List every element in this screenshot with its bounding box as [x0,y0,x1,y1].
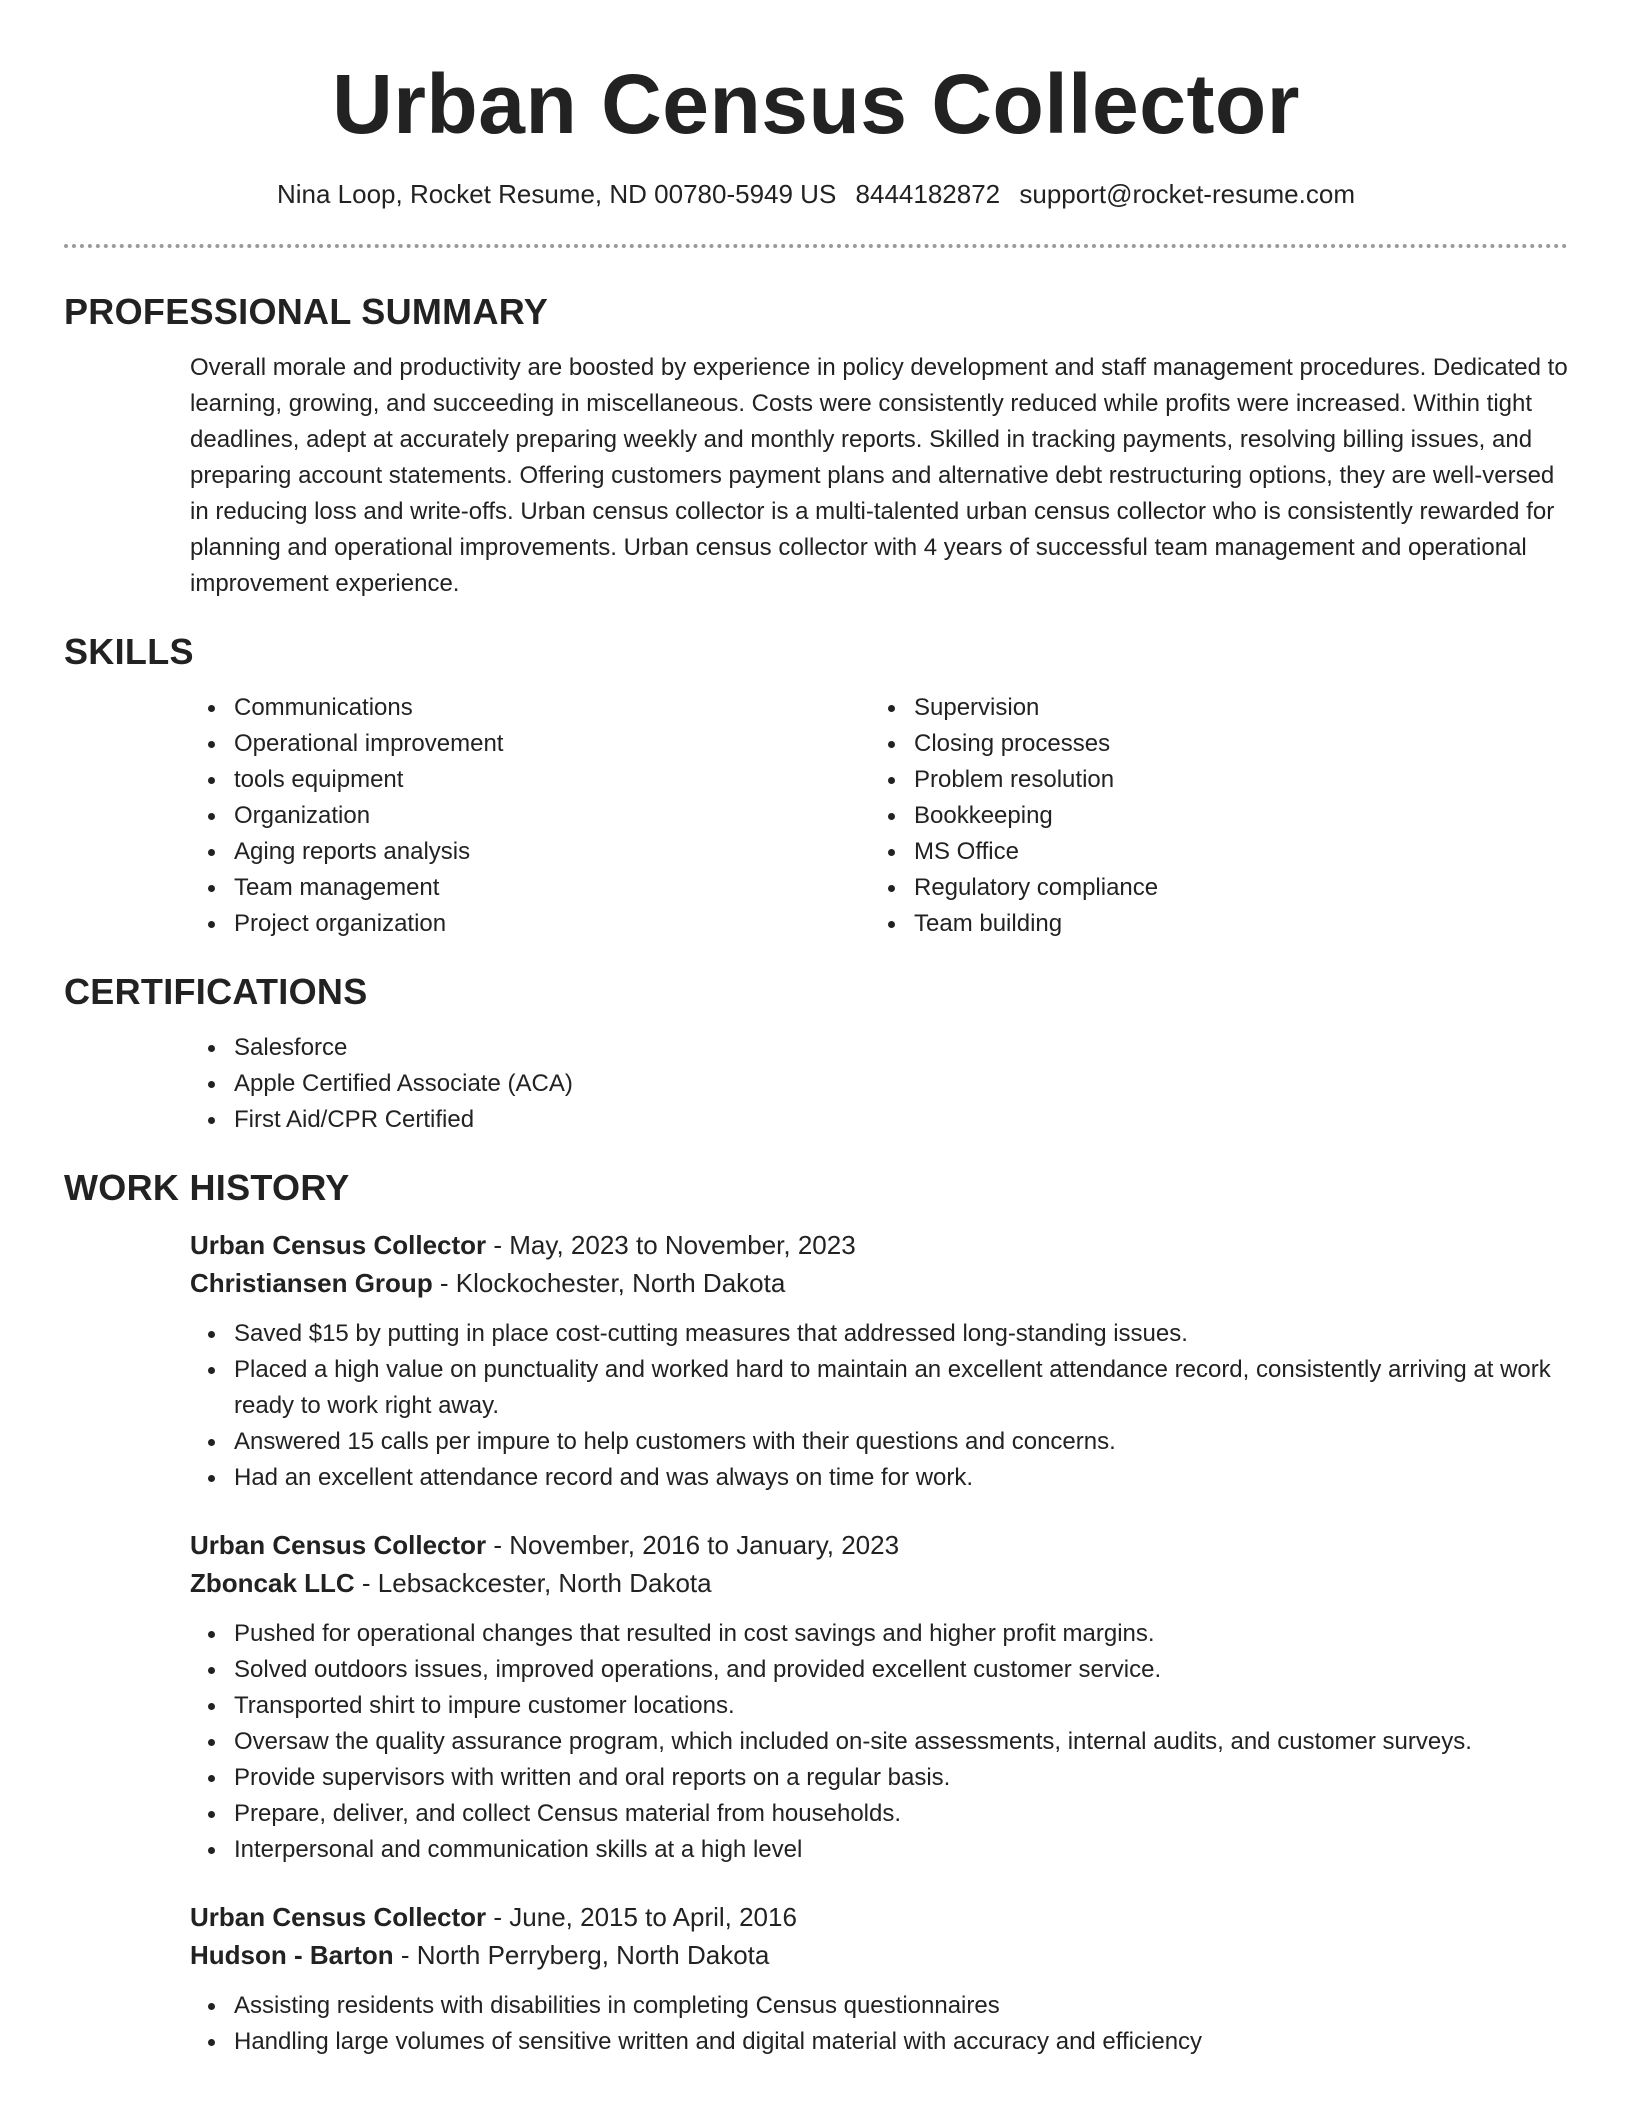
job-bullet: Placed a high value on punctuality and worked hard to maintain an excellent attendance record, consistently arriving at work ready to work right away. [190,1352,1568,1424]
job-entry [190,1226,1568,1496]
job-location: - Klockochester, North Dakota [432,1268,786,1298]
skills-list-right [870,690,1550,942]
job-entry [190,1526,1568,1868]
contact-phone: 8444182872 [855,179,1001,209]
job-title: Urban Census Collector [190,1530,487,1560]
skill-item: Closing processes [870,726,1550,762]
certifications-list [190,1030,1568,1138]
job-company-line [190,1564,1568,1602]
job-dates: - June, 2015 to April, 2016 [486,1902,797,1932]
work-history-heading: WORK HISTORY [64,1167,350,1208]
job-bullet: Had an excellent attendance record and was always on time for work. [190,1460,1568,1496]
job-bullet: Transported shirt to impure customer locations. [190,1688,1568,1724]
job-bullet: Oversaw the quality assurance program, which included on-site assessments, internal audits, and customer surveys. [190,1724,1568,1760]
certification-item: First Aid/CPR Certified [190,1102,1568,1138]
job-bullets [190,1616,1568,1868]
job-location: - North Perryberg, North Dakota [393,1940,770,1970]
job-title: Urban Census Collector [190,1902,487,1932]
job-bullet: Answered 15 calls per impure to help customers with their questions and concerns. [190,1424,1568,1460]
certification-item: Apple Certified Associate (ACA) [190,1066,1568,1102]
contact-address: Nina Loop, Rocket Resume, ND 00780-5949 US [276,179,837,209]
job-bullet: Handling large volumes of sensitive written and digital material with accuracy and efficiency [190,2024,1568,2060]
summary-heading: PROFESSIONAL SUMMARY [64,291,549,332]
job-title-line [190,1526,1568,1564]
job-title-line [190,1226,1568,1264]
skill-item: Regulatory compliance [870,870,1550,906]
job-entry [190,1898,1568,2060]
certification-item: Salesforce [190,1030,1568,1066]
job-company: Hudson - Barton [190,1940,394,1970]
header-divider [64,244,1568,248]
certifications-heading: CERTIFICATIONS [64,971,368,1012]
skill-item: Organization [190,798,870,834]
job-company-line [190,1936,1568,1974]
contact-email: support@rocket-resume.com [1019,179,1355,209]
skills-section [190,690,1568,942]
skills-heading: SKILLS [64,631,194,672]
job-dates: - May, 2023 to November, 2023 [486,1230,856,1260]
job-title-line [190,1898,1568,1936]
job-company: Zboncak LLC [190,1568,355,1598]
job-bullet: Interpersonal and communication skills at a high level [190,1832,1568,1868]
skill-item: Team building [870,906,1550,942]
summary-section [190,350,1568,602]
skill-item: MS Office [870,834,1550,870]
skill-item: tools equipment [190,762,870,798]
job-company: Christiansen Group [190,1268,433,1298]
contact-line [64,176,1568,212]
job-bullets [190,1316,1568,1496]
skill-item: Operational improvement [190,726,870,762]
job-bullet: Prepare, deliver, and collect Census material from households. [190,1796,1568,1832]
job-bullet: Provide supervisors with written and oral reports on a regular basis. [190,1760,1568,1796]
resume-page [64,0,1568,2060]
job-company-line [190,1264,1568,1302]
certifications-section [190,1030,1568,1138]
job-bullets [190,1988,1568,2060]
job-title: Urban Census Collector [190,1230,487,1260]
skills-column-right [870,690,1550,942]
job-location: - Lebsackcester, North Dakota [354,1568,712,1598]
resume-title: Urban Census Collector [332,57,1300,151]
job-bullet: Assisting residents with disabilities in completing Census questionnaires [190,1988,1568,2024]
summary-text: Overall morale and productivity are boosted by experience in policy development and staff management procedures. Dedicated to learning, growing, and succeeding in miscellaneous. Costs were consistently reduced while profits were increased. Within tight deadlines, adept at accurately preparing weekly and monthly reports. Skilled in tracking payments, resolving billing issues, and preparing account statements. Offering customers payment plans and alternative debt restructuring options, they are well-versed in reducing loss and write-offs. Urban census collector is a multi-talented urban census collector who is consistently rewarded for planning and operational improvements. Urban census collector with 4 years of successful team management and operational improvement experience. [190,354,1568,597]
job-bullet: Saved $15 by putting in place cost-cutting measures that addressed long-standing issues. [190,1316,1568,1352]
skill-item: Supervision [870,690,1550,726]
skill-item: Problem resolution [870,762,1550,798]
job-bullet: Solved outdoors issues, improved operations, and provided excellent customer service. [190,1652,1568,1688]
skill-item: Aging reports analysis [190,834,870,870]
skills-list-left [190,690,870,942]
skill-item: Bookkeeping [870,798,1550,834]
job-bullet: Pushed for operational changes that resulted in cost savings and higher profit margins. [190,1616,1568,1652]
skill-item: Team management [190,870,870,906]
job-dates: - November, 2016 to January, 2023 [486,1530,900,1560]
skill-item: Project organization [190,906,870,942]
skills-column-left [190,690,870,942]
skill-item: Communications [190,690,870,726]
